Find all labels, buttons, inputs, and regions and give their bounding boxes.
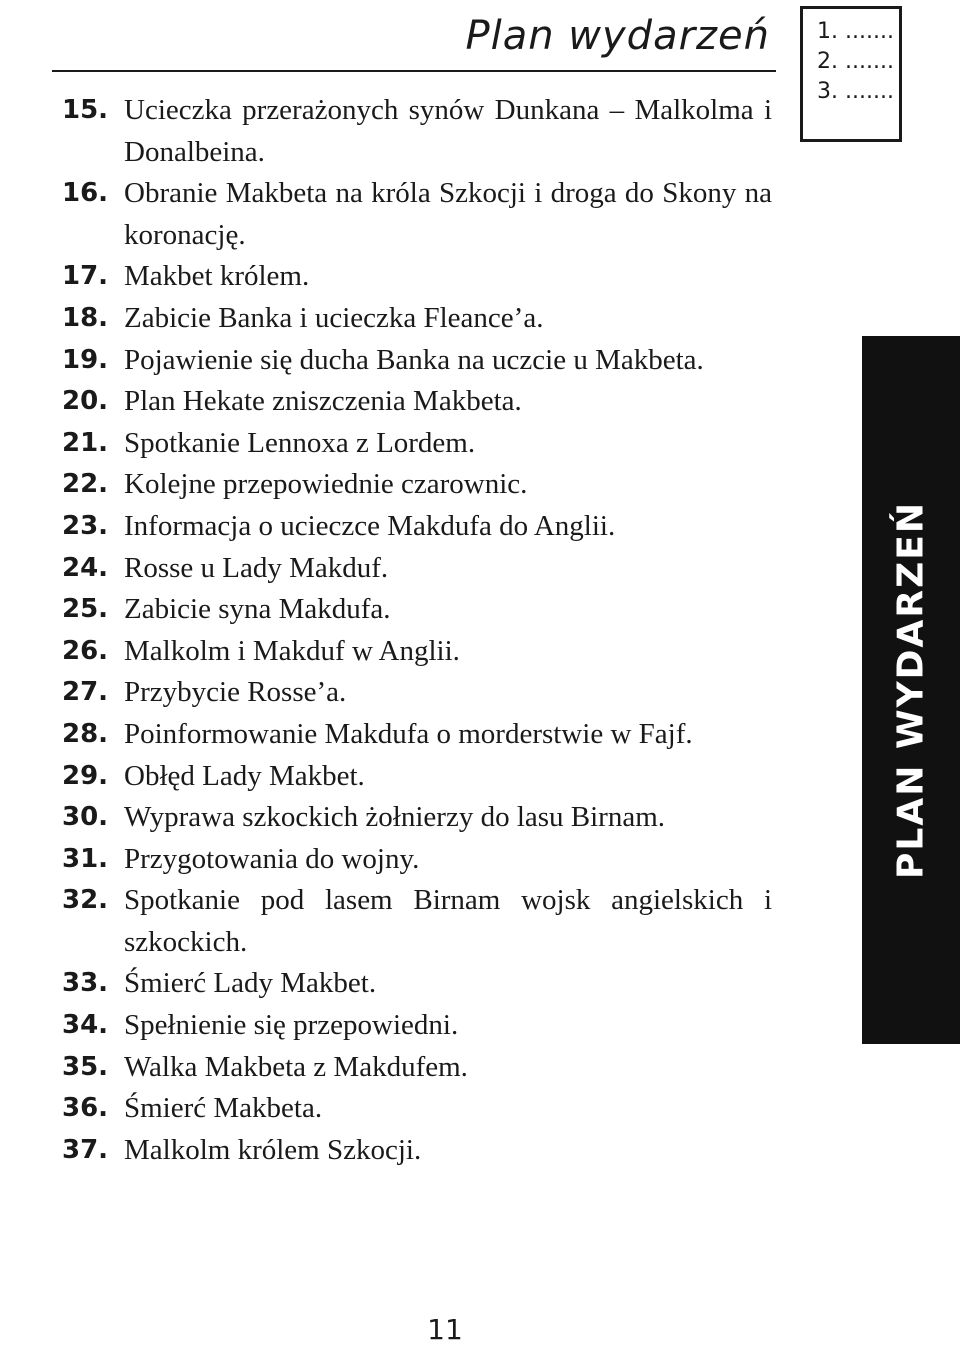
list-item [62,756,772,798]
event-number: 33. [62,968,109,999]
event-number: 35. [62,1051,109,1082]
event-number: 28. [62,718,109,749]
page-header-title: Plan wydarzeń [465,13,770,59]
counter-box [800,6,902,142]
list-item [62,298,772,340]
event-number: 18. [62,302,109,333]
event-number: 25. [62,594,109,625]
list-item [62,90,772,173]
event-number: 22. [62,469,109,500]
event-text: Pojawienie się ducha Banka na uczcie u Makbeta. [124,343,704,376]
list-item [62,672,772,714]
event-number: 20. [62,386,109,417]
list-item [62,963,772,1005]
list-item [62,1047,772,1089]
list-item [62,340,772,382]
counter-line: 2. ....... [817,49,894,74]
event-number: 26. [62,635,109,666]
event-number: 31. [62,843,109,874]
event-number: 37. [62,1134,109,1165]
event-number: 32. [62,885,109,916]
event-text: Malkolm królem Szkocji. [124,1133,422,1166]
event-number: 34. [62,1010,109,1041]
event-text: Wyprawa szkockich żołnierzy do lasu Birnam. [124,801,666,834]
event-text: Malkolm i Makduf w Anglii. [124,634,460,667]
event-text: Rosse u Lady Makduf. [124,551,389,584]
event-text: Przybycie Rosse’a. [124,676,347,709]
event-text: Śmierć Lady Makbet. [124,967,377,1000]
list-item [62,506,772,548]
event-number: 15. [62,95,109,125]
event-number: 17. [62,261,109,292]
event-number: 36. [62,1093,109,1124]
list-item [62,423,772,465]
event-text: Spełnienie się przepowiedni. [124,1009,459,1042]
list-item [62,381,772,423]
event-text: Ucieczka przerażonych synów Dunkana – Malkolma i Donalbeina. [124,94,772,168]
counter-line: 1. ....... [817,19,894,44]
event-number: 27. [62,677,109,708]
list-item [62,548,772,590]
event-number: 21. [62,427,109,458]
list-item [62,1088,772,1130]
event-text: Zabicie Banka i ucieczka Fleance’a. [124,301,544,334]
list-item [62,1130,772,1172]
event-number: 23. [62,510,109,541]
section-side-tab-label: PLAN WYDARZEŃ [890,501,932,879]
list-item [62,631,772,673]
list-item [62,797,772,839]
header-divider [52,70,776,72]
event-text: Plan Hekate zniszczenia Makbeta. [124,385,522,418]
event-list [62,90,772,1171]
event-text: Przygotowania do wojny. [124,842,420,875]
list-item [62,839,772,881]
event-text: Makbet królem. [124,260,310,293]
list-item [62,173,772,256]
list-item [62,256,772,298]
event-text: Śmierć Makbeta. [124,1092,323,1125]
event-text: Obłęd Lady Makbet. [124,759,365,792]
event-text: Walka Makbeta z Makdufem. [124,1050,468,1083]
event-text: Obranie Makbeta na króla Szkocji i droga do Skony na koronację. [124,177,772,251]
event-number: 30. [62,802,109,833]
event-number: 19. [62,344,109,375]
event-text: Informacja o ucieczce Makdufa do Anglii. [124,509,616,542]
event-text: Spotkanie pod lasem Birnam wojsk angielskich i szkockich. [124,884,772,958]
event-text: Kolejne przepowiednie czarownic. [124,468,528,501]
list-item [62,1005,772,1047]
list-item [62,880,772,963]
event-number: 29. [62,760,109,791]
event-text: Poinformowanie Makdufa o morderstwie w Fajf. [124,717,693,750]
event-number: 16. [62,178,109,209]
list-item [62,714,772,756]
section-side-tab [862,336,960,1044]
event-number: 24. [62,552,109,583]
list-item [62,464,772,506]
page-number: 11 [427,1313,463,1346]
counter-line: 3. ....... [817,79,894,104]
list-item [62,589,772,631]
event-text: Spotkanie Lennoxa z Lordem. [124,426,476,459]
event-text: Zabicie syna Makdufa. [124,593,391,626]
